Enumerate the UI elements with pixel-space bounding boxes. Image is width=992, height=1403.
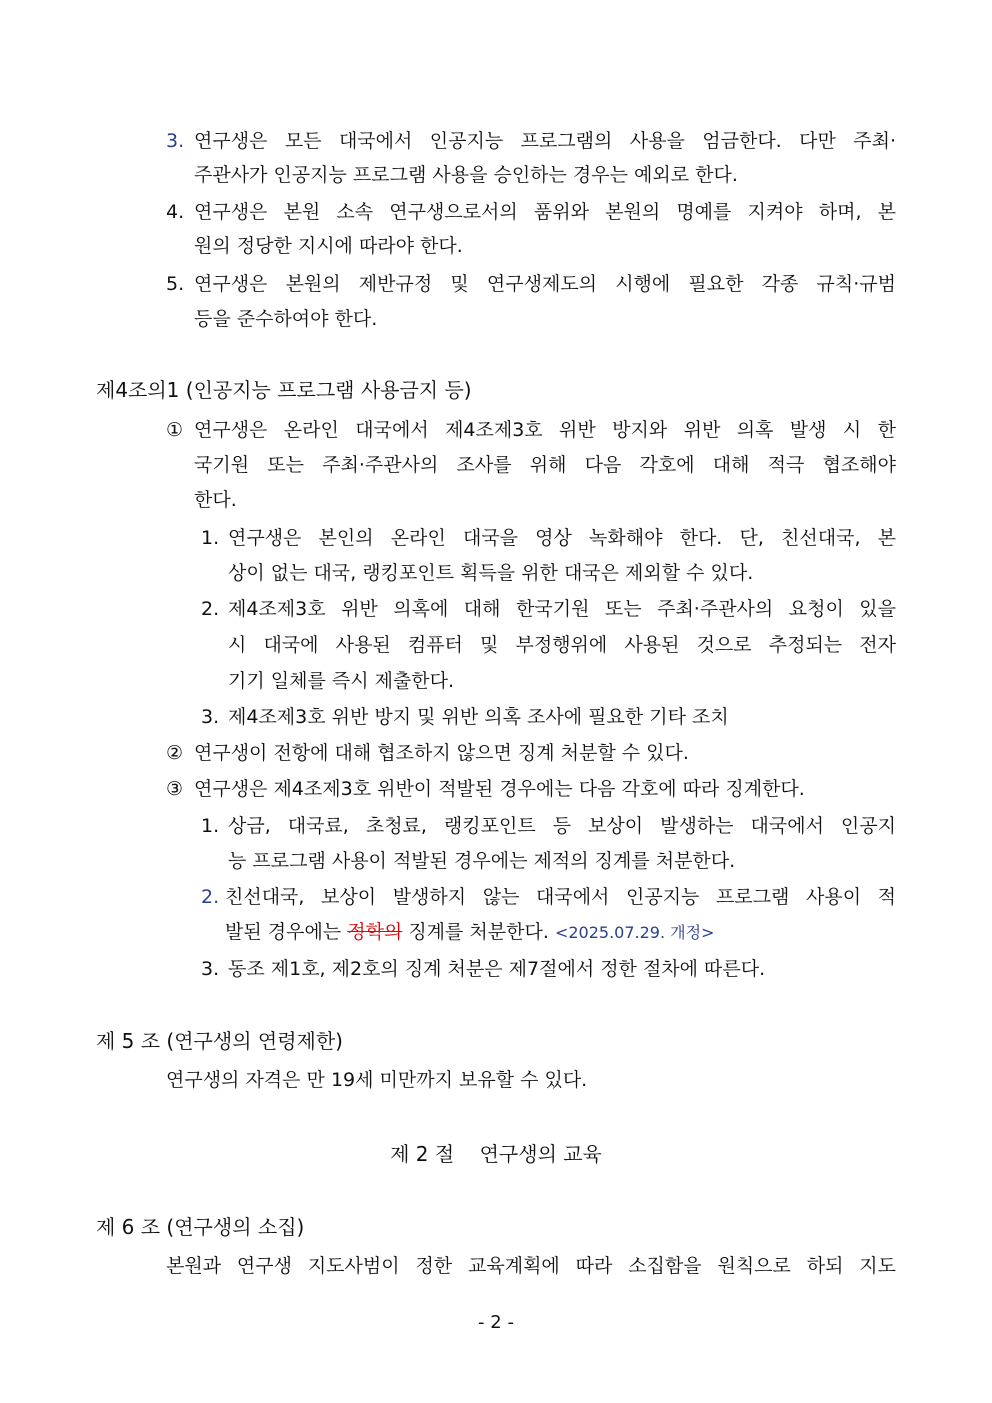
- p1-sub-2-line-2: 시 대국에 사용된 컴퓨터 및 부정행위에 사용된 것으로 추정되는 전자: [228, 634, 896, 656]
- item-4-line-1: 연구생은 본원 소속 연구생으로서의 품위와 본원의 명예를 지켜야 하며, 본: [194, 201, 896, 223]
- p1-sub-1-line-1: 연구생은 본인의 온라인 대국을 영상 녹화해야 한다. 단, 친선대국, 본: [228, 527, 896, 549]
- article-6-text: 본원과 연구생 지도사범이 정한 교육계획에 따라 소집함을 원칙으로 하되 지도: [166, 1255, 896, 1277]
- item-5-line-2: 등을 준수하여야 한다.: [194, 308, 378, 330]
- p1-sub-3-number: 3.: [201, 706, 220, 728]
- p1-sub-2-line-3: 기기 일체를 즉시 제출한다.: [228, 670, 455, 692]
- paragraph-2-line-1: 연구생이 전항에 대해 협조하지 않으면 징계 처분할 수 있다.: [194, 742, 689, 764]
- p3-sub-2-line-2-start: 발된 경우에는: [225, 921, 342, 943]
- p3-sub-1-number: 1.: [201, 815, 220, 837]
- p3-sub-1-line-1: 상금, 대국료, 초청료, 랭킹포인트 등 보상이 발생하는 대국에서 인공지: [228, 815, 896, 837]
- paragraph-1-line-2: 국기원 또는 주최·주관사의 조사를 위해 다음 각호에 대해 적극 협조해야: [194, 454, 896, 476]
- paragraph-2-mark: ②: [166, 742, 184, 764]
- paragraph-3-line-1: 연구생은 제4조제3호 위반이 적발된 경우에는 다음 각호에 따라 징계한다.: [194, 778, 805, 800]
- amendment-note: <2025.07.29. 개정>: [554, 923, 715, 942]
- p3-sub-2-line-2-end: 징계를 처분한다.: [408, 921, 549, 943]
- p1-sub-3-line-1: 제4조제3호 위반 방지 및 위반 의혹 조사에 필요한 기타 조치: [228, 706, 729, 728]
- p1-sub-1-line-2: 상이 없는 대국, 랭킹포인트 획득을 위한 대국은 제외할 수 있다.: [228, 562, 754, 584]
- article-6-heading: 제 6 조 (연구생의 소집): [96, 1215, 305, 1239]
- item-5-line-1: 연구생은 본원의 제반규정 및 연구생제도의 시행에 필요한 각종 규칙·규범: [194, 273, 896, 295]
- deleted-text: 정학의: [347, 921, 403, 943]
- p3-sub-2-line-2: [225, 920, 714, 945]
- section-2-heading: 제 2 절 연구생의 교육: [390, 1142, 602, 1166]
- article-5-text: 연구생의 자격은 만 19세 미만까지 보유할 수 있다.: [166, 1069, 588, 1091]
- p1-sub-2-number: 2.: [201, 598, 220, 620]
- paragraph-1-line-1: 연구생은 온라인 대국에서 제4조제3호 위반 방지와 위반 의혹 발생 시 한: [194, 419, 896, 441]
- p3-sub-2-line-1: 친선대국, 보상이 발생하지 않는 대국에서 인공지능 프로그램 사용이 적: [225, 886, 896, 908]
- p3-sub-1-line-2: 능 프로그램 사용이 적발된 경우에는 제적의 징계를 처분한다.: [228, 850, 736, 872]
- p3-sub-3-number: 3.: [201, 958, 220, 980]
- paragraph-1-mark: ①: [166, 419, 184, 441]
- p3-sub-2-number: 2.: [201, 886, 220, 908]
- page-number: - 2 -: [478, 1312, 514, 1333]
- paragraph-3-mark: ③: [166, 778, 184, 800]
- p1-sub-2-line-1: 제4조제3호 위반 의혹에 대해 한국기원 또는 주최·주관사의 요청이 있을: [228, 598, 896, 620]
- item-5-number: 5.: [166, 273, 185, 295]
- item-3-line-1: 연구생은 모든 대국에서 인공지능 프로그램의 사용을 엄금한다. 다만 주최·: [194, 130, 896, 152]
- p1-sub-1-number: 1.: [201, 527, 220, 549]
- item-3-number: 3.: [166, 130, 185, 152]
- item-4-line-2: 원의 정당한 지시에 따라야 한다.: [194, 235, 463, 257]
- p3-sub-3-line-1: 동조 제1호, 제2호의 징계 처분은 제7절에서 정한 절차에 따른다.: [228, 958, 766, 980]
- article-4-1-heading: 제4조의1 (인공지능 프로그램 사용금지 등): [96, 378, 472, 402]
- item-3-line-2: 주관사가 인공지능 프로그램 사용을 승인하는 경우는 예외로 한다.: [194, 164, 738, 186]
- paragraph-1-line-3: 한다.: [194, 489, 237, 511]
- item-4-number: 4.: [166, 201, 185, 223]
- article-5-heading: 제 5 조 (연구생의 연령제한): [96, 1029, 343, 1053]
